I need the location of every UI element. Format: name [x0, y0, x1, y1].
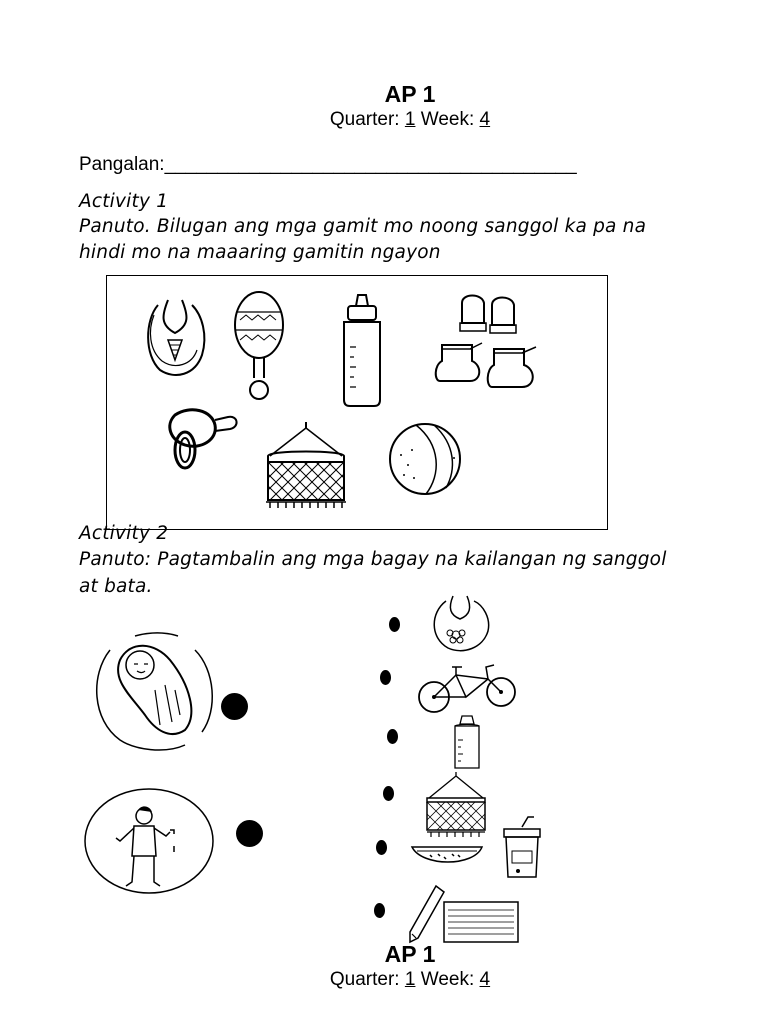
watermelon-icon [410, 843, 484, 873]
bib-icon [428, 593, 493, 653]
mittens-booties-icon[interactable] [432, 293, 542, 393]
footer-quarter-label: Quarter: [329, 969, 400, 990]
bicycle-icon [416, 657, 520, 717]
footer-quarter-value: 1 [404, 969, 416, 990]
rattle-icon[interactable] [232, 290, 287, 405]
name-line[interactable]: _______________________________________ [164, 154, 577, 175]
activity1-instruction-line1 [79, 216, 646, 237]
page-title: AP 1 [384, 81, 436, 107]
footer-title: AP 1 [384, 941, 436, 967]
activity1-instruction-label: Panuto. [79, 216, 151, 237]
ball-icon[interactable] [386, 420, 464, 498]
baby-bib-icon[interactable] [140, 295, 210, 380]
activity1-instruction-line2: hindi mo na maaaring gamitin ngayon [79, 242, 441, 263]
footer-week-value: 4 [479, 969, 491, 990]
crib-match-dot[interactable] [383, 786, 394, 801]
food-match-dot[interactable] [376, 840, 387, 855]
bottle-match-dot[interactable] [387, 729, 398, 744]
week-label: Week: [420, 109, 475, 130]
baby-match-dot[interactable] [221, 693, 248, 720]
baby-picture-icon [90, 630, 220, 755]
bicycle-match-dot[interactable] [380, 670, 391, 685]
week-value: 4 [479, 109, 491, 130]
footer-quarter-week-line [0, 969, 768, 991]
feeding-bottle-icon[interactable] [338, 292, 386, 410]
child-match-dot[interactable] [236, 820, 263, 847]
juice-cup-icon [500, 815, 544, 881]
quarter-value: 1 [404, 109, 416, 130]
pencil-notebook-icon [406, 882, 522, 946]
bottle-icon [450, 714, 484, 772]
footer-week-label: Week: [420, 969, 475, 990]
activity1-heading: Activity 1 [79, 191, 169, 212]
activity1-instruction-text: Bilugan ang mga gamit mo noong sanggol ka pa na [156, 216, 647, 237]
bib-match-dot[interactable] [389, 617, 400, 632]
quarter-week-line [0, 109, 768, 131]
school-match-dot[interactable] [374, 903, 385, 918]
activity2-instruction-line1 [79, 549, 667, 570]
activity2-instruction-text: Pagtambalin ang mga bagay na kailangan ng sanggol [157, 549, 667, 570]
hanging-crib-icon[interactable] [262, 420, 350, 512]
quarter-label: Quarter: [329, 109, 400, 130]
activity2-heading: Activity 2 [79, 523, 169, 544]
child-picture-icon [82, 786, 218, 898]
name-label: Pangalan: [79, 154, 165, 175]
pacifier-icon[interactable] [160, 405, 242, 477]
name-field[interactable] [79, 154, 577, 176]
activity2-instruction-line2: at bata. [79, 576, 153, 597]
crib-icon [423, 770, 489, 840]
activity2-instruction-label: Panuto: [79, 549, 152, 570]
